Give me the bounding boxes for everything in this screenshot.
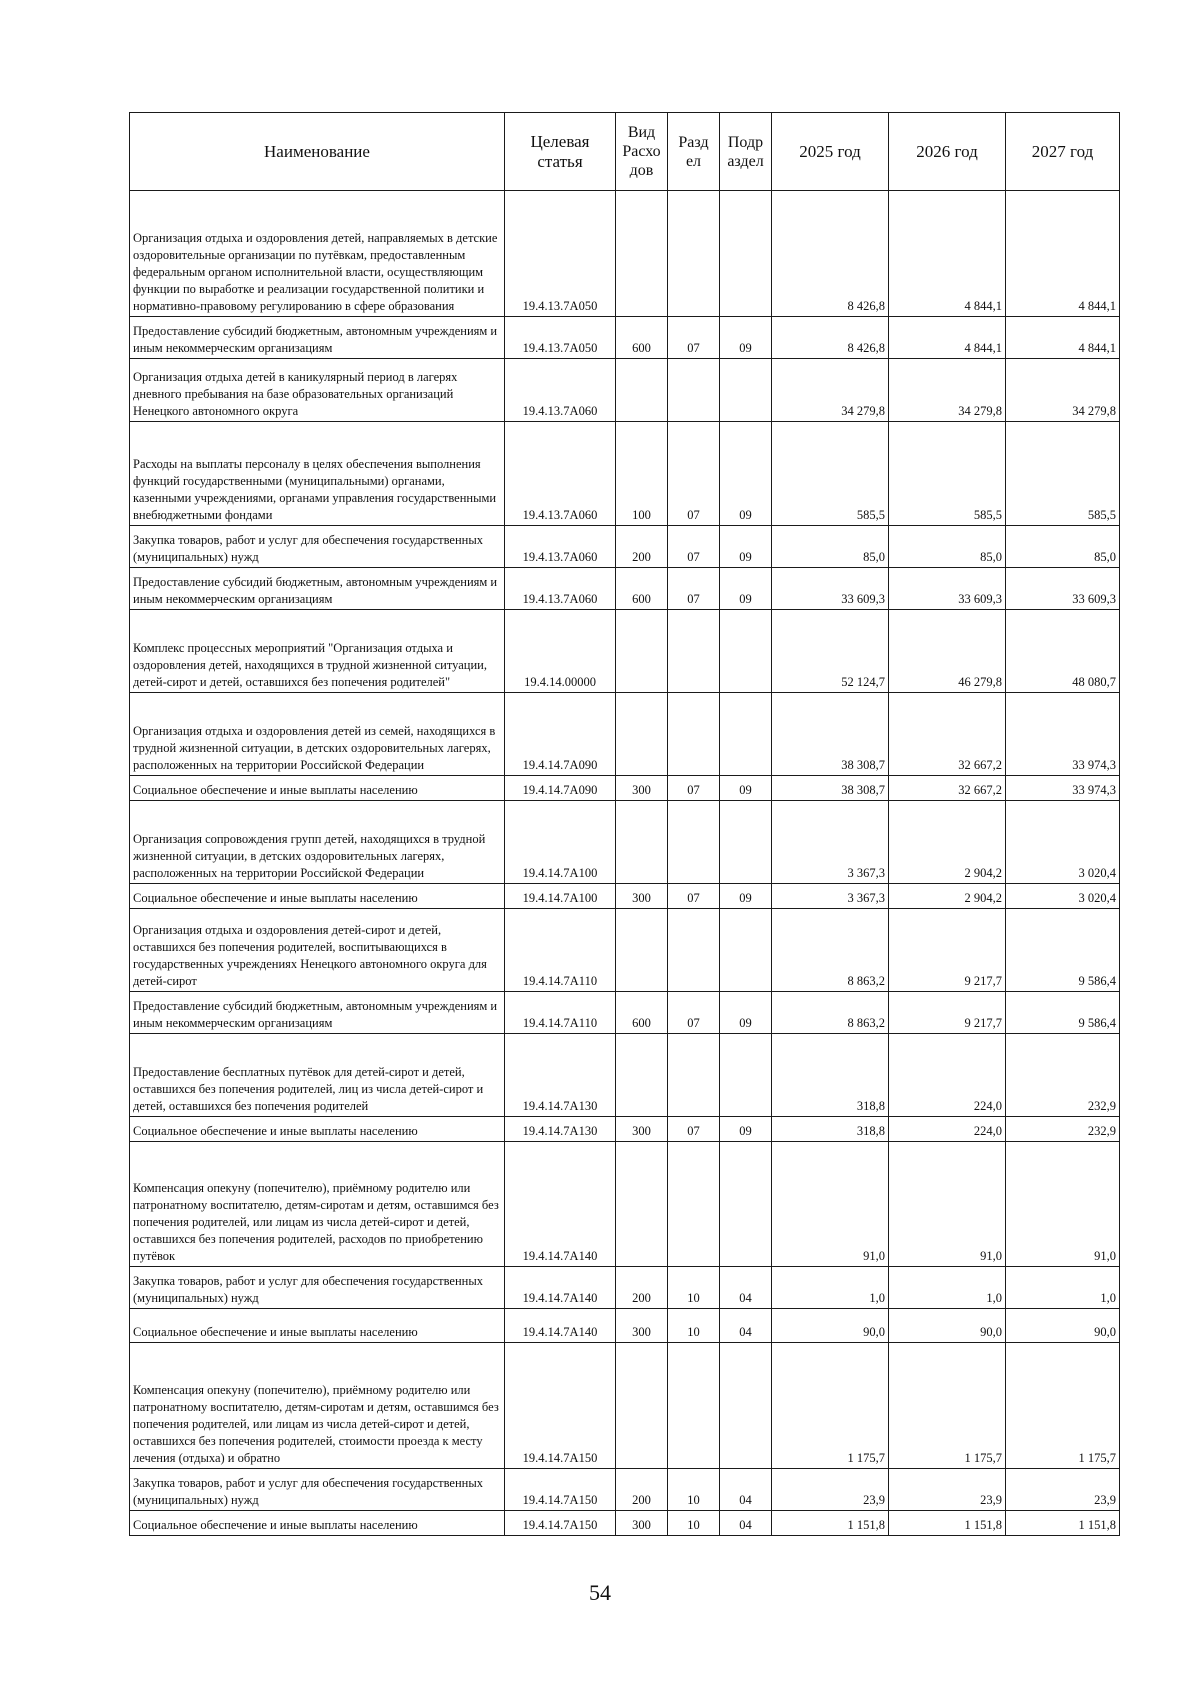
row-expense-type-cell: 200 xyxy=(616,1469,668,1511)
row-2025-cell: 8 426,8 xyxy=(772,317,889,359)
row-subsection-cell xyxy=(720,693,772,776)
row-2025-cell: 3 367,3 xyxy=(772,801,889,884)
row-expense-type-cell xyxy=(616,191,668,317)
table-row xyxy=(130,1511,1120,1536)
row-subsection-cell: 09 xyxy=(720,526,772,568)
row-name-cell: Организация отдыха и оздоровления детей-сирот и детей, оставшихся без попечения родителей, воспитывающихся в государственных учреждениях Ненецкого автономного округа для детей-сирот xyxy=(130,909,505,992)
row-2025-cell: 34 279,8 xyxy=(772,359,889,422)
row-2026-cell: 224,0 xyxy=(889,1034,1006,1117)
table-row xyxy=(130,693,1120,776)
row-target-article-cell: 19.4.14.7А110 xyxy=(505,992,616,1034)
table-row xyxy=(130,1309,1120,1343)
table-row xyxy=(130,909,1120,992)
row-name-cell: Социальное обеспечение и иные выплаты населению xyxy=(130,1511,505,1536)
row-section-cell xyxy=(668,191,720,317)
row-2025-cell: 8 863,2 xyxy=(772,992,889,1034)
row-section-cell xyxy=(668,1142,720,1267)
row-name-cell: Предоставление субсидий бюджетным, автономным учреждениям и иным некоммерческим организациям xyxy=(130,568,505,610)
row-subsection-cell xyxy=(720,909,772,992)
row-2026-cell: 91,0 xyxy=(889,1142,1006,1267)
row-target-article-cell: 19.4.14.7А100 xyxy=(505,884,616,909)
row-2025-cell: 38 308,7 xyxy=(772,776,889,801)
row-subsection-cell: 04 xyxy=(720,1469,772,1511)
table-row xyxy=(130,1343,1120,1469)
row-target-article-cell: 19.4.13.7А060 xyxy=(505,359,616,422)
row-2026-cell: 9 217,7 xyxy=(889,909,1006,992)
row-subsection-cell: 09 xyxy=(720,568,772,610)
row-section-cell: 07 xyxy=(668,776,720,801)
row-target-article-cell: 19.4.14.7А140 xyxy=(505,1309,616,1343)
table-row xyxy=(130,776,1120,801)
row-section-cell: 10 xyxy=(668,1469,720,1511)
row-section-cell: 10 xyxy=(668,1309,720,1343)
table-header-row xyxy=(130,113,1120,191)
row-2027-cell: 1 151,8 xyxy=(1006,1511,1120,1536)
row-name-cell: Социальное обеспечение и иные выплаты населению xyxy=(130,884,505,909)
row-name-cell: Социальное обеспечение и иные выплаты населению xyxy=(130,1117,505,1142)
row-2027-cell: 4 844,1 xyxy=(1006,191,1120,317)
row-2026-cell: 1,0 xyxy=(889,1267,1006,1309)
row-2027-cell: 4 844,1 xyxy=(1006,317,1120,359)
table-row xyxy=(130,801,1120,884)
table-row xyxy=(130,1267,1120,1309)
row-target-article-cell: 19.4.14.00000 xyxy=(505,610,616,693)
row-target-article-cell: 19.4.14.7А140 xyxy=(505,1142,616,1267)
row-expense-type-cell: 300 xyxy=(616,1309,668,1343)
row-name-cell: Предоставление бесплатных путёвок для детей-сирот и детей, оставшихся без попечения родителей, лиц из числа детей-сирот и детей, оставшихся без попечения родителей xyxy=(130,1034,505,1117)
row-2027-cell: 232,9 xyxy=(1006,1034,1120,1117)
row-subsection-cell: 09 xyxy=(720,776,772,801)
row-section-cell: 07 xyxy=(668,1117,720,1142)
row-2026-cell: 2 904,2 xyxy=(889,884,1006,909)
row-2027-cell: 48 080,7 xyxy=(1006,610,1120,693)
table-row xyxy=(130,191,1120,317)
row-2026-cell: 33 609,3 xyxy=(889,568,1006,610)
row-2025-cell: 8 426,8 xyxy=(772,191,889,317)
row-2025-cell: 318,8 xyxy=(772,1034,889,1117)
table-row xyxy=(130,526,1120,568)
row-section-cell: 07 xyxy=(668,526,720,568)
row-target-article-cell: 19.4.13.7А050 xyxy=(505,191,616,317)
header-2027: 2027 год xyxy=(1006,113,1120,191)
row-2027-cell: 9 586,4 xyxy=(1006,909,1120,992)
row-expense-type-cell: 600 xyxy=(616,992,668,1034)
row-name-cell: Организация отдыха и оздоровления детей, направляемых в детские оздоровительные организации по путёвкам, предоставленным федеральным органом исполнительной власти, осуществляющим функции по выработке и реализации государственной политики и нормативно-правовому регулированию в сфере образования xyxy=(130,191,505,317)
row-subsection-cell: 09 xyxy=(720,992,772,1034)
row-section-cell: 07 xyxy=(668,992,720,1034)
row-name-cell: Организация отдыха детей в каникулярный период в лагерях дневного пребывания на базе образовательных организаций Ненецкого автономного округа xyxy=(130,359,505,422)
row-2025-cell: 52 124,7 xyxy=(772,610,889,693)
row-section-cell: 07 xyxy=(668,568,720,610)
row-section-cell: 10 xyxy=(668,1267,720,1309)
row-target-article-cell: 19.4.14.7А130 xyxy=(505,1117,616,1142)
row-section-cell xyxy=(668,909,720,992)
table-row xyxy=(130,1469,1120,1511)
row-2027-cell: 33 609,3 xyxy=(1006,568,1120,610)
row-2025-cell: 91,0 xyxy=(772,1142,889,1267)
page-number: 54 xyxy=(589,1580,611,1605)
row-target-article-cell: 19.4.14.7А150 xyxy=(505,1343,616,1469)
row-expense-type-cell: 100 xyxy=(616,422,668,526)
table-row xyxy=(130,1117,1120,1142)
table-row xyxy=(130,422,1120,526)
row-name-cell: Организация сопровождения групп детей, находящихся в трудной жизненной ситуации, в детских оздоровительных лагерях, расположенных на территории Российской Федерации xyxy=(130,801,505,884)
row-2027-cell: 9 586,4 xyxy=(1006,992,1120,1034)
row-2027-cell: 232,9 xyxy=(1006,1117,1120,1142)
row-section-cell: 07 xyxy=(668,422,720,526)
row-2025-cell: 3 367,3 xyxy=(772,884,889,909)
row-name-cell: Закупка товаров, работ и услуг для обеспечения государственных (муниципальных) нужд xyxy=(130,1267,505,1309)
row-target-article-cell: 19.4.14.7А150 xyxy=(505,1469,616,1511)
row-expense-type-cell xyxy=(616,801,668,884)
row-target-article-cell: 19.4.14.7А090 xyxy=(505,776,616,801)
row-target-article-cell: 19.4.14.7А110 xyxy=(505,909,616,992)
row-subsection-cell xyxy=(720,1034,772,1117)
row-expense-type-cell: 300 xyxy=(616,776,668,801)
row-2026-cell: 4 844,1 xyxy=(889,191,1006,317)
budget-table xyxy=(129,112,1120,1536)
row-2027-cell: 23,9 xyxy=(1006,1469,1120,1511)
header-section: Разд ел xyxy=(668,113,720,191)
row-target-article-cell: 19.4.13.7А060 xyxy=(505,526,616,568)
row-2027-cell: 33 974,3 xyxy=(1006,693,1120,776)
row-expense-type-cell xyxy=(616,1142,668,1267)
row-section-cell: 10 xyxy=(668,1511,720,1536)
table-body xyxy=(130,191,1120,1536)
row-subsection-cell: 04 xyxy=(720,1309,772,1343)
header-target-article: Целевая статья xyxy=(505,113,616,191)
row-subsection-cell xyxy=(720,359,772,422)
row-name-cell: Компенсация опекуну (попечителю), приёмному родителю или патронатному воспитателю, детям-сиротам и детям, оставшимся без попечения родителей, или лицам из числа детей-сирот и детей, оставшихся без попечения родителей, стоимости проезда к месту лечения (отдыха) и обратно xyxy=(130,1343,505,1469)
row-target-article-cell: 19.4.14.7А130 xyxy=(505,1034,616,1117)
row-subsection-cell: 09 xyxy=(720,1117,772,1142)
row-2027-cell: 85,0 xyxy=(1006,526,1120,568)
row-name-cell: Социальное обеспечение и иные выплаты населению xyxy=(130,776,505,801)
row-subsection-cell xyxy=(720,801,772,884)
row-target-article-cell: 19.4.14.7А140 xyxy=(505,1267,616,1309)
table-row xyxy=(130,884,1120,909)
row-subsection-cell: 04 xyxy=(720,1267,772,1309)
header-name: Наименование xyxy=(130,113,505,191)
row-name-cell: Закупка товаров, работ и услуг для обеспечения государственных (муниципальных) нужд xyxy=(130,1469,505,1511)
row-2027-cell: 34 279,8 xyxy=(1006,359,1120,422)
row-2026-cell: 224,0 xyxy=(889,1117,1006,1142)
row-section-cell xyxy=(668,359,720,422)
row-name-cell: Расходы на выплаты персоналу в целях обеспечения выполнения функций государственными (муниципальными) органами, казенными учреждениями, органами управления государственными внебюджетными фондами xyxy=(130,422,505,526)
row-name-cell: Социальное обеспечение и иные выплаты населению xyxy=(130,1309,505,1343)
row-2026-cell: 85,0 xyxy=(889,526,1006,568)
row-section-cell: 07 xyxy=(668,884,720,909)
row-2025-cell: 318,8 xyxy=(772,1117,889,1142)
row-name-cell: Закупка товаров, работ и услуг для обеспечения государственных (муниципальных) нужд xyxy=(130,526,505,568)
row-target-article-cell: 19.4.13.7А050 xyxy=(505,317,616,359)
row-expense-type-cell xyxy=(616,359,668,422)
row-expense-type-cell: 600 xyxy=(616,568,668,610)
row-2025-cell: 23,9 xyxy=(772,1469,889,1511)
table-row xyxy=(130,992,1120,1034)
row-2025-cell: 90,0 xyxy=(772,1309,889,1343)
row-2025-cell: 1 151,8 xyxy=(772,1511,889,1536)
row-expense-type-cell xyxy=(616,909,668,992)
row-section-cell xyxy=(668,1034,720,1117)
row-2026-cell: 9 217,7 xyxy=(889,992,1006,1034)
row-2026-cell: 4 844,1 xyxy=(889,317,1006,359)
row-2026-cell: 23,9 xyxy=(889,1469,1006,1511)
row-2027-cell: 3 020,4 xyxy=(1006,884,1120,909)
row-name-cell: Комплекс процессных мероприятий "Организация отдыха и оздоровления детей, находящихся в трудной жизненной ситуации, детей-сирот и детей, оставшихся без попечения родителей" xyxy=(130,610,505,693)
row-2026-cell: 32 667,2 xyxy=(889,693,1006,776)
row-section-cell xyxy=(668,1343,720,1469)
row-2027-cell: 90,0 xyxy=(1006,1309,1120,1343)
row-2025-cell: 8 863,2 xyxy=(772,909,889,992)
row-subsection-cell xyxy=(720,610,772,693)
row-2025-cell: 85,0 xyxy=(772,526,889,568)
row-2026-cell: 34 279,8 xyxy=(889,359,1006,422)
row-2026-cell: 1 175,7 xyxy=(889,1343,1006,1469)
budget-table-container xyxy=(129,112,1120,1536)
row-expense-type-cell: 200 xyxy=(616,526,668,568)
row-2027-cell: 33 974,3 xyxy=(1006,776,1120,801)
row-expense-type-cell xyxy=(616,1034,668,1117)
row-name-cell: Организация отдыха и оздоровления детей из семей, находящихся в трудной жизненной ситуации, в детских оздоровительных лагерях, расположенных на территории Российской Федерации xyxy=(130,693,505,776)
row-subsection-cell: 09 xyxy=(720,422,772,526)
row-subsection-cell xyxy=(720,1142,772,1267)
row-2025-cell: 1,0 xyxy=(772,1267,889,1309)
row-2026-cell: 46 279,8 xyxy=(889,610,1006,693)
row-section-cell xyxy=(668,693,720,776)
header-expense-type: Вид Расхо дов xyxy=(616,113,668,191)
row-expense-type-cell: 200 xyxy=(616,1267,668,1309)
row-2025-cell: 585,5 xyxy=(772,422,889,526)
row-2026-cell: 32 667,2 xyxy=(889,776,1006,801)
table-row xyxy=(130,1034,1120,1117)
row-2026-cell: 1 151,8 xyxy=(889,1511,1006,1536)
row-2025-cell: 38 308,7 xyxy=(772,693,889,776)
row-2025-cell: 33 609,3 xyxy=(772,568,889,610)
row-target-article-cell: 19.4.14.7А090 xyxy=(505,693,616,776)
row-2026-cell: 90,0 xyxy=(889,1309,1006,1343)
header-2025: 2025 год xyxy=(772,113,889,191)
row-subsection-cell xyxy=(720,191,772,317)
header-2026: 2026 год xyxy=(889,113,1006,191)
row-2027-cell: 585,5 xyxy=(1006,422,1120,526)
row-name-cell: Предоставление субсидий бюджетным, автономным учреждениям и иным некоммерческим организациям xyxy=(130,992,505,1034)
row-name-cell: Компенсация опекуну (попечителю), приёмному родителю или патронатному воспитателю, детям-сиротам и детям, оставшимся без попечения родителей, или лицам из числа детей-сирот и детей, оставшихся без попечения родителей, расходов по приобретению путёвок xyxy=(130,1142,505,1267)
row-expense-type-cell xyxy=(616,693,668,776)
row-section-cell xyxy=(668,801,720,884)
row-expense-type-cell: 300 xyxy=(616,1511,668,1536)
table-row xyxy=(130,359,1120,422)
row-subsection-cell xyxy=(720,1343,772,1469)
row-expense-type-cell: 300 xyxy=(616,1117,668,1142)
row-target-article-cell: 19.4.13.7А060 xyxy=(505,422,616,526)
row-subsection-cell: 04 xyxy=(720,1511,772,1536)
row-subsection-cell: 09 xyxy=(720,317,772,359)
row-2025-cell: 1 175,7 xyxy=(772,1343,889,1469)
table-row xyxy=(130,568,1120,610)
row-expense-type-cell: 300 xyxy=(616,884,668,909)
row-2026-cell: 2 904,2 xyxy=(889,801,1006,884)
row-target-article-cell: 19.4.14.7А150 xyxy=(505,1511,616,1536)
row-target-article-cell: 19.4.14.7А100 xyxy=(505,801,616,884)
table-row xyxy=(130,610,1120,693)
table-row xyxy=(130,1142,1120,1267)
row-section-cell: 07 xyxy=(668,317,720,359)
row-2027-cell: 91,0 xyxy=(1006,1142,1120,1267)
header-subsection: Подр аздел xyxy=(720,113,772,191)
row-expense-type-cell xyxy=(616,1343,668,1469)
row-expense-type-cell xyxy=(616,610,668,693)
row-name-cell: Предоставление субсидий бюджетным, автономным учреждениям и иным некоммерческим организациям xyxy=(130,317,505,359)
row-2026-cell: 585,5 xyxy=(889,422,1006,526)
row-2027-cell: 1 175,7 xyxy=(1006,1343,1120,1469)
row-target-article-cell: 19.4.13.7А060 xyxy=(505,568,616,610)
row-subsection-cell: 09 xyxy=(720,884,772,909)
row-2027-cell: 1,0 xyxy=(1006,1267,1120,1309)
row-2027-cell: 3 020,4 xyxy=(1006,801,1120,884)
row-section-cell xyxy=(668,610,720,693)
row-expense-type-cell: 600 xyxy=(616,317,668,359)
table-row xyxy=(130,317,1120,359)
